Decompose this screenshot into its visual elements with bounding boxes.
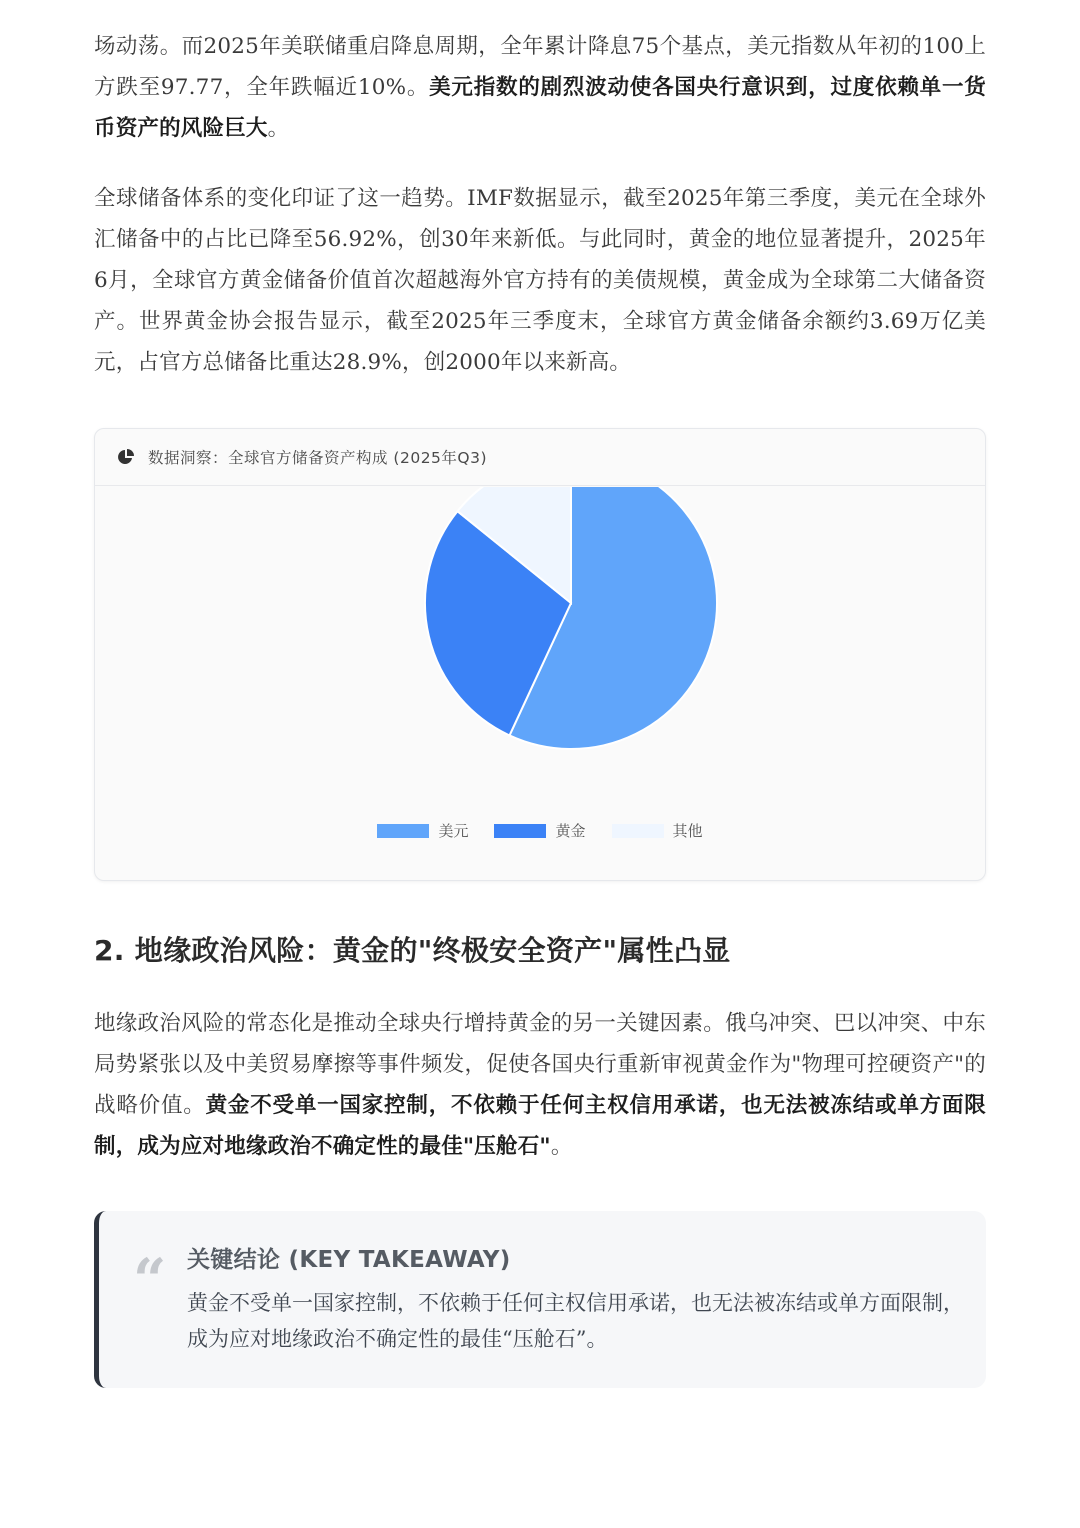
chart-legend — [0, 820, 1080, 841]
body-paragraph-1 — [94, 26, 986, 149]
legend-swatch — [377, 824, 429, 838]
paragraph-bold-text: 黄金不受单一国家控制，不依赖于任何主权信用承诺，也无法被冻结或单方面限制，成为应对地缘政治不确定性的最佳"压舱石" — [94, 1093, 986, 1159]
legend-swatch — [494, 824, 546, 838]
takeaway-title: 关键结论 (KEY TAKEAWAY) — [187, 1247, 511, 1273]
legend-label: 其他 — [672, 822, 703, 840]
data-insight-card — [94, 428, 986, 881]
body-paragraph-3 — [94, 1003, 986, 1167]
legend-swatch — [612, 824, 664, 838]
section-heading: 2. 地缘政治风险：黄金的"终极安全资产"属性凸显 — [94, 934, 731, 967]
legend-item[interactable] — [377, 820, 468, 841]
paragraph-text: 场动荡。而2025年美联储重启降息周期，全年累计降息75个基点，美元指数从年初的100上方跌至97.77，全年跌幅近10%。 — [94, 34, 986, 100]
legend-label: 黄金 — [555, 822, 586, 840]
paragraph-bold-text: 美元指数的剧烈波动使各国央行意识到，过度依赖单一货币资产的风险巨大 — [94, 75, 986, 141]
legend-item[interactable] — [612, 820, 703, 841]
body-paragraph-2: 全球储备体系的变化印证了这一趋势。IMF数据显示，截至2025年第三季度，美元在全球外汇储备中的占比已降至56.92%，创30年来新低。与此同时，黄金的地位显著提升，2025年6月，全球官方黄金储备价值首次超越海外官方持有的美债规模，黄金成为全球第二大储备资产。世界黄金协会报告显示，截至2025年三季度末，全球官方黄金储备余额约3.69万亿美元，占官方总储备比重达28.9%，创2000年以来新高。 — [94, 186, 986, 375]
paragraph-end: 。 — [267, 116, 290, 141]
takeaway-body: 黄金不受单一国家控制，不依赖于任何主权信用承诺，也无法被冻结或单方面限制，成为应对地缘政治不确定性的最佳“压舱石”。 — [187, 1291, 964, 1351]
key-takeaway-box — [94, 1211, 986, 1388]
pie-chart-icon — [117, 448, 135, 466]
paragraph-end: 。 — [550, 1134, 573, 1159]
card-header — [95, 429, 985, 486]
paragraph-text: 地缘政治风险的常态化是推动全球央行增持黄金的另一关键因素。俄乌冲突、巴以冲突、中东局势紧张以及中美贸易摩擦等事件频发，促使各国央行重新审视黄金作为"物理可控硬资产"的战略价值。 — [94, 1011, 986, 1118]
quote-icon: “ — [133, 1246, 167, 1314]
legend-item[interactable] — [494, 820, 585, 841]
card-title: 数据洞察：全球官方储备资产构成 (2025年Q3) — [148, 449, 488, 467]
legend-label: 美元 — [438, 822, 469, 840]
